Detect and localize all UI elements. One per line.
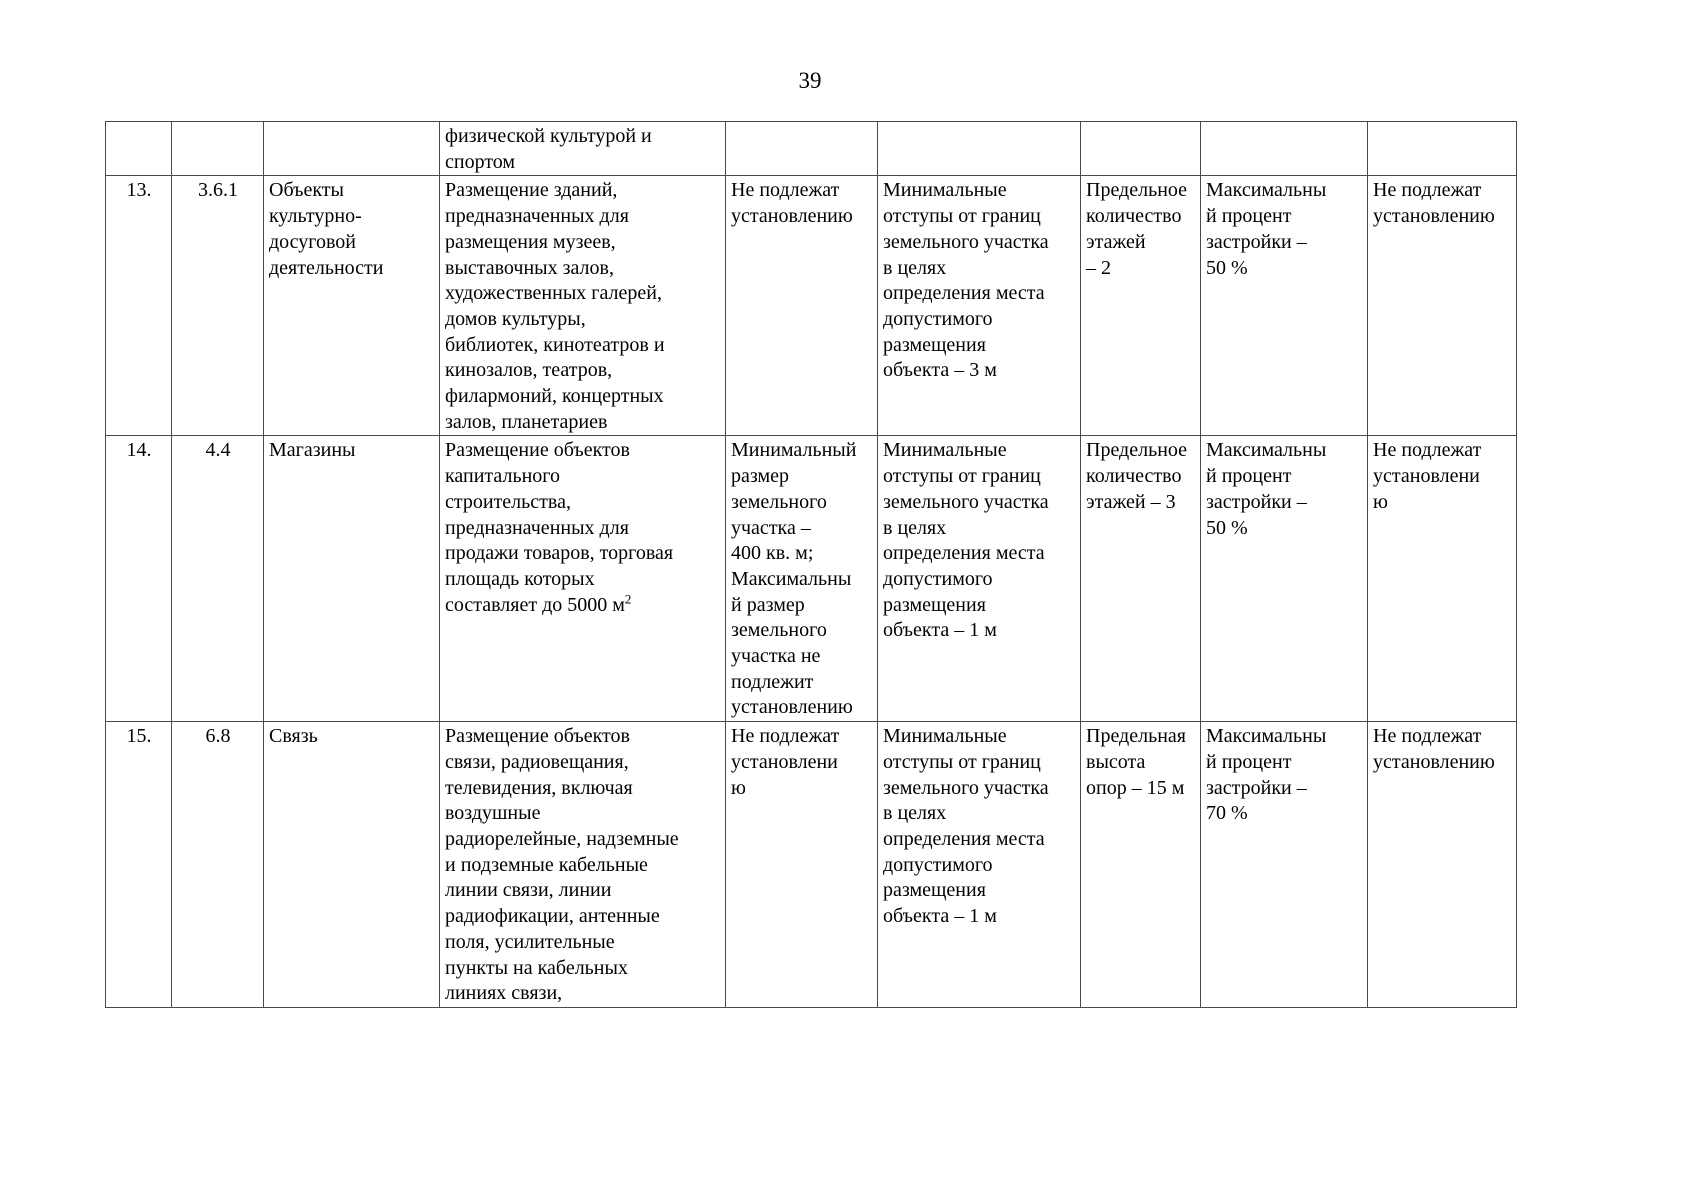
cell-num	[106, 122, 172, 176]
cell-coverage: Максимальны й процент застройки – 50 %	[1201, 436, 1368, 722]
cell-setbacks: Минимальные отступы от границ земельного участка в целях определения места допустимого размещения объекта – 3 м	[878, 176, 1081, 436]
cell-name: Магазины	[264, 436, 440, 722]
cell-other	[1368, 122, 1517, 176]
cell-name: Связь	[264, 722, 440, 1008]
page-number: 39	[798, 68, 822, 93]
cell-description	[440, 722, 726, 1008]
cell-num: 15.	[106, 722, 172, 1008]
cell-setbacks	[878, 122, 1081, 176]
cell-coverage	[1201, 122, 1368, 176]
cell-code: 4.4	[172, 436, 264, 722]
description-text: Размещение объектов капитального строительства, предназначенных для продажи товаров, торговая площадь которых составляет до 5000 м	[445, 439, 674, 616]
cell-description: физической культурой и спортом	[440, 122, 726, 176]
table-row	[106, 722, 1517, 1008]
table-row	[106, 436, 1517, 722]
cell-num: 13.	[106, 176, 172, 436]
description-text: Размещение объектов связи, радиовещания, телевидения, включая воздушные радиорелейные, надземные и подземные кабельные линии связи, линии радиофикации, антенные поля, усилительные пункты на кабельных линиях связи,	[445, 725, 679, 1005]
cell-name: Объекты культурно- досуговой деятельности	[264, 176, 440, 436]
cell-setbacks: Минимальные отступы от границ земельного участка в целях определения места допустимого размещения объекта – 1 м	[878, 722, 1081, 1008]
description-superscript: 2	[624, 591, 632, 606]
cell-coverage: Максимальны й процент застройки – 70 %	[1201, 722, 1368, 1008]
cell-code: 3.6.1	[172, 176, 264, 436]
cell-code: 6.8	[172, 722, 264, 1008]
cell-other: Не подлежат установлению	[1368, 722, 1517, 1008]
cell-plot-size	[726, 122, 878, 176]
cell-name	[264, 122, 440, 176]
cell-description	[440, 436, 726, 722]
cell-plot-size: Не подлежат установлени ю	[726, 722, 878, 1008]
cell-setbacks: Минимальные отступы от границ земельного участка в целях определения места допустимого размещения объекта – 1 м	[878, 436, 1081, 722]
cell-num: 14.	[106, 436, 172, 722]
cell-other: Не подлежат установлени ю	[1368, 436, 1517, 722]
cell-floors: Предельная высота опор – 15 м	[1081, 722, 1201, 1008]
table-row	[106, 176, 1517, 436]
cell-floors	[1081, 122, 1201, 176]
cell-coverage: Максимальны й процент застройки – 50 %	[1201, 176, 1368, 436]
cell-floors: Предельное количество этажей – 3	[1081, 436, 1201, 722]
zoning-regulations-table	[105, 121, 1517, 1008]
cell-plot-size: Не подлежат установлению	[726, 176, 878, 436]
cell-other: Не подлежат установлению	[1368, 176, 1517, 436]
table-row-continuation	[106, 122, 1517, 176]
cell-plot-size: Минимальный размер земельного участка – 400 кв. м; Максимальны й размер земельного участка не подлежит установлению	[726, 436, 878, 722]
cell-floors: Предельное количество этажей – 2	[1081, 176, 1201, 436]
cell-description	[440, 176, 726, 436]
description-text: Размещение зданий, предназначенных для размещения музеев, выставочных залов, художественных галерей, домов культуры, библиотек, кинотеатров и кинозалов, театров, филармоний, концертных залов, планетариев	[445, 179, 665, 433]
cell-code	[172, 122, 264, 176]
